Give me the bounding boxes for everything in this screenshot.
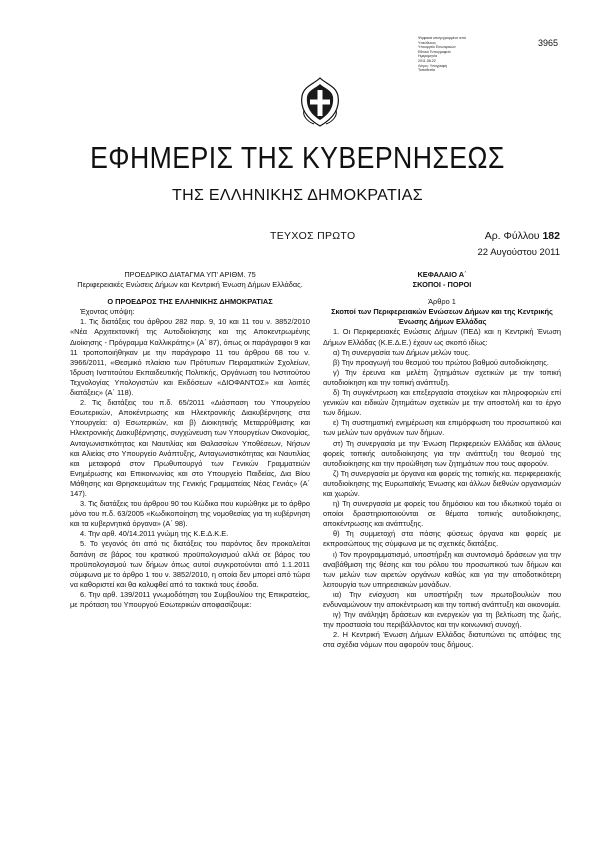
paragraph: 1. Οι Περιφερειακές Ενώσεις Δήμων (ΠΕΔ) και η Κεντρική Ένωση Δήμων Ελλάδας (Κ.Ε.Δ.Ε.) έχουν ως σκοπό ιδίως: <box>323 327 561 347</box>
decree-subtitle: Περιφερειακές Ενώσεις Δήμων και Κεντρική Ένωση Δήμων Ελλάδας. <box>77 280 303 290</box>
paragraph: 6. Την αρθ. 139/2011 γνωμοδότηση του Συμβουλίου της Επικρατείας, με πρόταση του Υπουργού Εσωτερικών αποφασίζουμε: <box>70 589 310 609</box>
paragraph: θ) Τη συμμετοχή στα πάσης φύσεως όργανα και φορείς με εκπροσώπους της σύμφωνα με τις σχετικές διατάξεις. <box>323 529 561 549</box>
paragraph: 2. Η Κεντρική Ένωση Δήμων Ελλάδας διατυπώνει τις απόψεις της στα σχέδια νόμων που αφορούν τους δήμους. <box>323 630 561 650</box>
sheet-number-label <box>485 230 560 242</box>
paragraph: γ) Την έρευνα και μελέτη ζητημάτων σχετικών με την τοπική αυτοδιοίκηση και την τοπική ανάπτυξη. <box>323 367 561 387</box>
chapter-title: ΣΚΟΠΟΙ - ΠΟΡΟΙ <box>412 280 472 290</box>
stamp-line: Λόγος: Υπογραφή <box>418 63 447 68</box>
paragraph: β) Την προαγωγή του θεσμού του πρώτου βαθμού αυτοδιοίκησης. <box>333 357 549 367</box>
paragraph: α) Τη συνεργασία των Δήμων μελών τους. <box>333 347 471 357</box>
paragraph: 5. Το γεγονός ότι από τις διατάξεις του παρόντος δεν προκαλείται δαπάνη σε βάρος του κρατικού προϋπολογισμού αλλά σε βάρος του προϋπολογισμού των δήμων όπως αυτοί συγκροτούνται από 1.1.2011 σύμφωνα με το άρθρο 1 του ν. 3852/2010, η οποία δεν μπορεί από τώρα να καθοριστεί και θα καλυφθεί από τα τακτικά τους έσοδα. <box>70 539 310 589</box>
stamp-line: Εθνικό Τυπογραφείο <box>418 49 451 54</box>
right-column <box>323 270 561 650</box>
coat-of-arms-icon <box>298 76 342 128</box>
chapter-heading: ΚΕΦΑΛΑΙΟ Α΄ <box>417 270 467 279</box>
page-number: 3965 <box>538 38 559 48</box>
masthead-title: ΕΦΗΜΕΡΙΣ ΤΗΣ ΚΥΒΕΡΝΗΣΕΩΣ <box>90 140 505 175</box>
considering-label: Έχοντας υπόψη: <box>80 307 135 317</box>
paragraph: η) Τη συνεργασία με φορείς του δημόσιου και του ιδιωτικού τομέα οι οποίοι δραστηριοποιούνται σε θέματα τοπικής αυτοδιοίκησης, αποκέντρωσης και ανάπτυξης. <box>323 499 561 529</box>
paragraph: ια) Την ενίσχυση και υποστήριξη των πρωτοβουλιών που ενδυναμώνουν την αποκέντρωση και την τοπική ανάπτυξη και οικονομία. <box>323 589 561 609</box>
paragraph: 3. Τις διατάξεις του άρθρου 90 του Κώδικα που κυρώθηκε με το άρθρο μόνο του π.δ. 63/2005 «Κωδικοποίηση της νομοθεσίας για τη κυβέρνηση και τα κυβερνητικά όργανα» (Α΄ 98). <box>70 499 310 529</box>
digital-signature-stamp <box>418 36 498 73</box>
paragraph: ιγ) Την ανάληψη δράσεων και ενεργειών για τη βελτίωση της ζωής, την προστασία του περιβάλλοντος και την κοινωνική συνοχή. <box>323 610 561 630</box>
stamp-line: Υπεύθυνος <box>418 40 436 45</box>
issue-row <box>100 230 560 244</box>
paragraph: ζ) Τη συνεργασία με όργανα και φορείς της τοπικής κα. περιφερειακής αυτοδιοίκησης της Ευρωπαϊκής Ένωσης και άλλων διεθνών οργανισμών και χωρών. <box>323 468 561 498</box>
paragraph: δ) Τη συγκέντρωση και επεξεργασία στοιχείων και πληροφοριών επί γενικών και ειδικών ζητημάτων σχετικών με την αποστολή και το έργο των δήμων. <box>323 388 561 418</box>
article-title: Σκοποί των Περιφερειακών Ενώσεων Δήμων και της Κεντρικής Ένωσης Δήμων Ελλάδας <box>331 307 553 327</box>
issue-label: ΤΕΥΧΟΣ ΠΡΩΤΟ <box>270 230 356 242</box>
stamp-line: Ψηφιακά υπογεγραμμένο από <box>418 36 466 40</box>
president-heading: Ο ΠΡΟΕΔΡΟΣ ΤΗΣ ΕΛΛΗΝΙΚΗΣ ΔΗΜΟΚΡΑΤΙΑΣ <box>107 297 273 307</box>
stamp-line: 2011.08.22 <box>418 58 436 63</box>
stamp-line: Ημερομηνία <box>418 54 438 59</box>
sheet-prefix: Αρ. Φύλλου <box>484 230 540 242</box>
issue-date: 22 Αυγούστου 2011 <box>477 247 560 258</box>
paragraph: ε) Τη συστηματική ενημέρωση και επιμόρφωση του προσωπικού και των μελών των οργάνων των δήμων. <box>323 418 561 438</box>
sheet-number: 182 <box>542 230 560 242</box>
masthead-subtitle: ΤΗΣ ΕΛΛΗΝΙΚΗΣ ΔΗΜΟΚΡΑΤΙΑΣ <box>172 187 423 204</box>
article-heading: Άρθρο 1 <box>428 297 456 307</box>
paragraph: 4. Την αρθ. 40/14.2011 γνώμη της Κ.Ε.Δ.Κ.Ε. <box>80 529 229 539</box>
paragraph: 1. Τις διατάξεις του άρθρου 282 παρ. 9, 10 και 11 του ν. 3852/2010 «Νέα Αρχιτεκτονική της Αυτοδιοίκησης και της Αποκεντρωμένης Διοίκησης - Πρόγραμμα Καλλικράτης» (Α΄ 87), όπως οι παράγραφοι 9 και 11 τροποποιήθηκαν με την παράγραφο 11 του άρθρου 68 του ν. 3966/2011, «Θεσμικό πλαίσιο των Πρότυπων Πειραματικών Σχολείων, Ίδρυση Ινστιτούτου Εκπαιδευτικής Πολιτικής, Οργάνωση του Ινστιτούτου Τεχνολογίας Υπολογιστών και Εκδόσεων «ΔΙΟΦΑΝΤΟΣ» και λοιπές διατάξεις» (Α΄ 118). <box>70 317 310 398</box>
paragraph: ι) Τον προγραμματισμό, υποστήριξη και συντονισμό δράσεων για την αναβάθμιση της θέσης και του ρόλου του προσωπικού των δήμων και των μελών των αιρετών οργάνων καθώς και για την αποδοτικότερη λειτουργία των υπηρεσιακών μονάδων. <box>323 549 561 589</box>
stamp-line: Υπουργείο Εσωτερικών <box>418 45 456 50</box>
stamp-line: Τοποθεσία <box>418 68 435 73</box>
paragraph: 2. Τις διατάξεις του π.δ. 65/2011 «Διάσπαση του Υπουργείου Εσωτερικών, Αποκέντρωσης και Ηλεκτρονικής Διακυβέρνησης στα Υπουργεία: α) Εσωτερικών, και β) Διοικητικής Μεταρρύθμισης και Ηλεκτρονικής Διακυβέρνησης, συγχώνευση των Υπουργείων Οικονομίας, Ανταγωνιστικότητας και Ναυτιλίας και Θαλασσίων Υποθέσεων, Νήσων και Αλιείας στο Υπουργείο Ανάπτυξης, Ανταγωνιστικότητας και Ναυτιλίας και μεταφορά στον Πρωθυπουργό των Γενικών Γραμματειών Ενημέρωσης και Επικοινωνίας και στο Υπουργείο Παιδείας, Δια Βίου Μάθησης και Θρησκευμάτων της Γενικής Γραμματείας Νέας Γενιάς» (Α΄ 147). <box>70 398 310 498</box>
decree-title: ΠΡΟΕΔΡΙΚΟ ΔΙΑΤΑΓΜΑ ΥΠ' ΑΡΙΘΜ. 75 <box>124 270 256 279</box>
paragraph: στ) Τη συνεργασία με την Ένωση Περιφερειών Ελλάδας και άλλους φορείς τοπικής αυτοδιοίκησης για την ανάπτυξη του θεσμού της αυτοδιοίκησης και την προώθηση των ζητημάτων που τους αφορούν. <box>323 438 561 468</box>
left-column <box>70 270 310 610</box>
